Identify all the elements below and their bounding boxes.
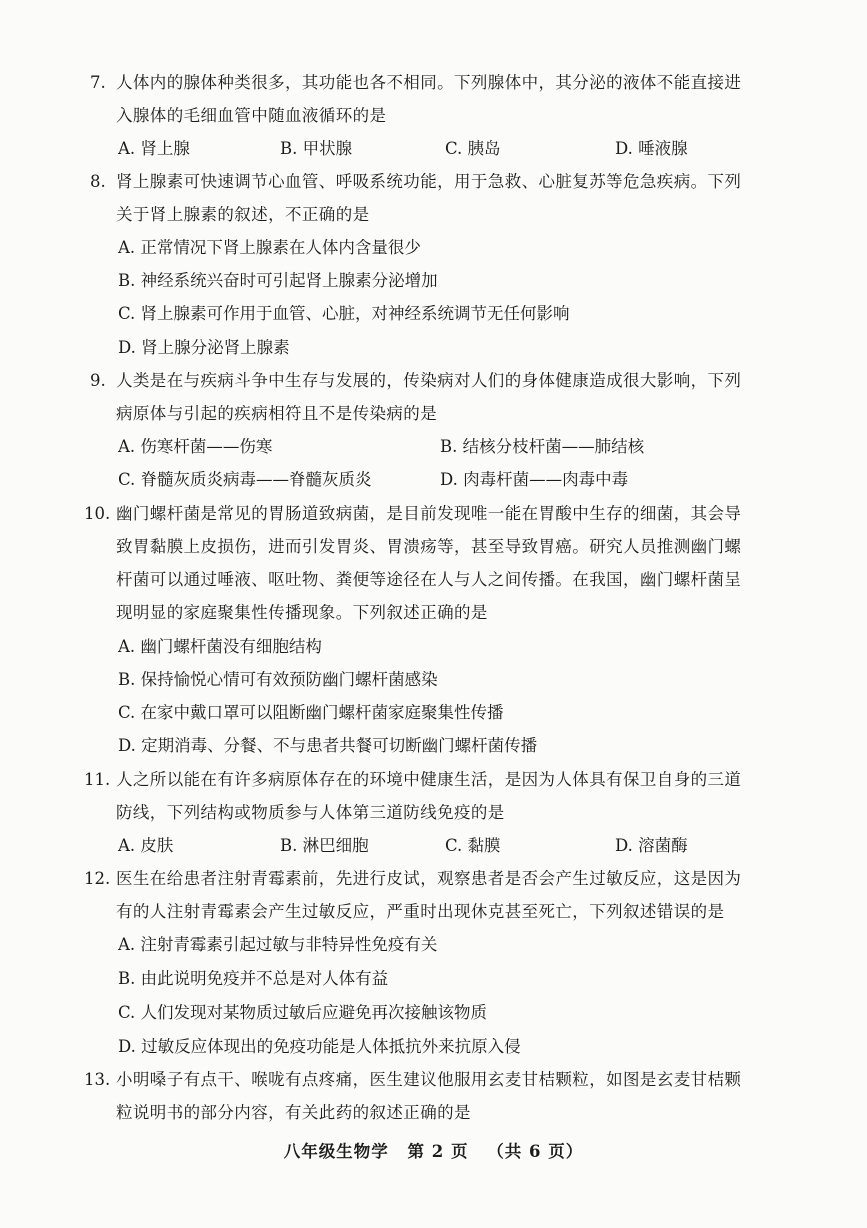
question-text: 小明嗓子有点干、喉咙有点疼痛，医生建议他服用玄麦甘桔颗粒，如图是玄麦甘桔颗 — [116, 1070, 742, 1089]
question-text: 肾上腺素可快速调节心血管、呼吸系统功能，用于急救、心脏复苏等危急疾病。下列 — [116, 172, 742, 191]
question-text: 关于肾上腺素的叙述，不正确的是 — [116, 205, 370, 224]
question-text: 医生在给患者注射青霉素前，先进行皮试，观察患者是否会产生过敏反应，这是因为 — [116, 869, 742, 888]
question-number: 10. — [84, 504, 111, 523]
option-c: C. 肾上腺素可作用于血管、心脏，对神经系统调节无任何影响 — [118, 304, 570, 323]
option-b: B. 结核分枝杆菌——肺结核 — [440, 437, 645, 456]
question-text: 人之所以能在有许多病原体存在的环境中健康生活，是因为人体具有保卫自身的三道 — [116, 770, 742, 789]
question-text: 防线，下列结构或物质参与人体第三道防线免疫的是 — [116, 803, 505, 822]
question-text: 有的人注射青霉素会产生过敏反应，严重时出现休克甚至死亡，下列叙述错误的是 — [116, 902, 725, 921]
option-d: D. 溶菌酶 — [615, 836, 688, 855]
option-c: C. 在家中戴口罩可以阻断幽门螺杆菌家庭聚集性传播 — [118, 703, 504, 722]
option-d: D. 定期消毒、分餐、不与患者共餐可切断幽门螺杆菌传播 — [118, 736, 538, 755]
option-d: D. 肾上腺分泌肾上腺素 — [118, 338, 290, 357]
option-d: D. 过敏反应体现出的免疫功能是人体抵抗外来抗原入侵 — [118, 1037, 521, 1056]
option-b: B. 甲状腺 — [280, 139, 353, 158]
question-text: 人体内的腺体种类很多，其功能也各不相同。下列腺体中，其分泌的液体不能直接进 — [116, 73, 742, 92]
option-b: B. 神经系统兴奋时可引起肾上腺素分泌增加 — [118, 271, 438, 290]
footer-subject: 八年级生物学 — [283, 1142, 389, 1161]
question-number: 11. — [84, 770, 111, 789]
question-number: 7. — [90, 73, 106, 92]
question-number: 13. — [84, 1070, 111, 1089]
option-c: C. 脊髓灰质炎病毒——脊髓灰质炎 — [118, 470, 372, 489]
option-b: B. 由此说明免疫并不总是对人体有益 — [118, 969, 389, 988]
option-c: C. 黏膜 — [445, 836, 501, 855]
option-c: C. 人们发现对某物质过敏后应避免再次接触该物质 — [118, 1003, 488, 1022]
question-number: 9. — [90, 371, 106, 390]
option-b: B. 保持愉悦心情可有效预防幽门螺杆菌感染 — [118, 670, 438, 689]
option-a: A. 肾上腺 — [118, 139, 190, 158]
question-text: 现明显的家庭聚集性传播现象。下列叙述正确的是 — [116, 603, 488, 622]
footer-page-number: 第 2 页 — [407, 1142, 469, 1161]
option-b: B. 淋巴细胞 — [280, 836, 369, 855]
page-footer — [0, 1138, 867, 1162]
question-text: 幽门螺杆菌是常见的胃肠道致病菌，是目前发现唯一能在胃酸中生存的细菌，其会导 — [116, 504, 742, 523]
question-text: 入腺体的毛细血管中随血液循环的是 — [116, 106, 387, 125]
option-a: A. 注射青霉素引起过敏与非特异性免疫有关 — [118, 935, 438, 954]
question-number: 8. — [90, 172, 106, 191]
option-a: A. 正常情况下肾上腺素在人体内含量很少 — [118, 238, 421, 257]
option-d: D. 肉毒杆菌——肉毒中毒 — [440, 470, 629, 489]
option-d: D. 唾液腺 — [615, 139, 688, 158]
option-a: A. 皮肤 — [118, 836, 174, 855]
question-number: 12. — [84, 869, 111, 888]
question-text: 粒说明书的部分内容，有关此药的叙述正确的是 — [116, 1103, 471, 1122]
option-a: A. 伤寒杆菌——伤寒 — [118, 437, 273, 456]
option-a: A. 幽门螺杆菌没有细胞结构 — [118, 637, 322, 656]
option-c: C. 胰岛 — [445, 139, 501, 158]
question-text: 人类是在与疾病斗争中生存与发展的，传染病对人们的身体健康造成很大影响，下列 — [116, 371, 742, 390]
question-text: 病原体与引起的疾病相符且不是传染病的是 — [116, 404, 438, 423]
question-text: 致胃黏膜上皮损伤，进而引发胃炎、胃溃疡等，甚至导致胃癌。研究人员推测幽门螺 — [116, 537, 742, 556]
question-text: 杆菌可以通过唾液、呕吐物、粪便等途径在人与人之间传播。在我国，幽门螺杆菌呈 — [116, 570, 742, 589]
footer-total-pages: （共 6 页） — [487, 1142, 584, 1161]
